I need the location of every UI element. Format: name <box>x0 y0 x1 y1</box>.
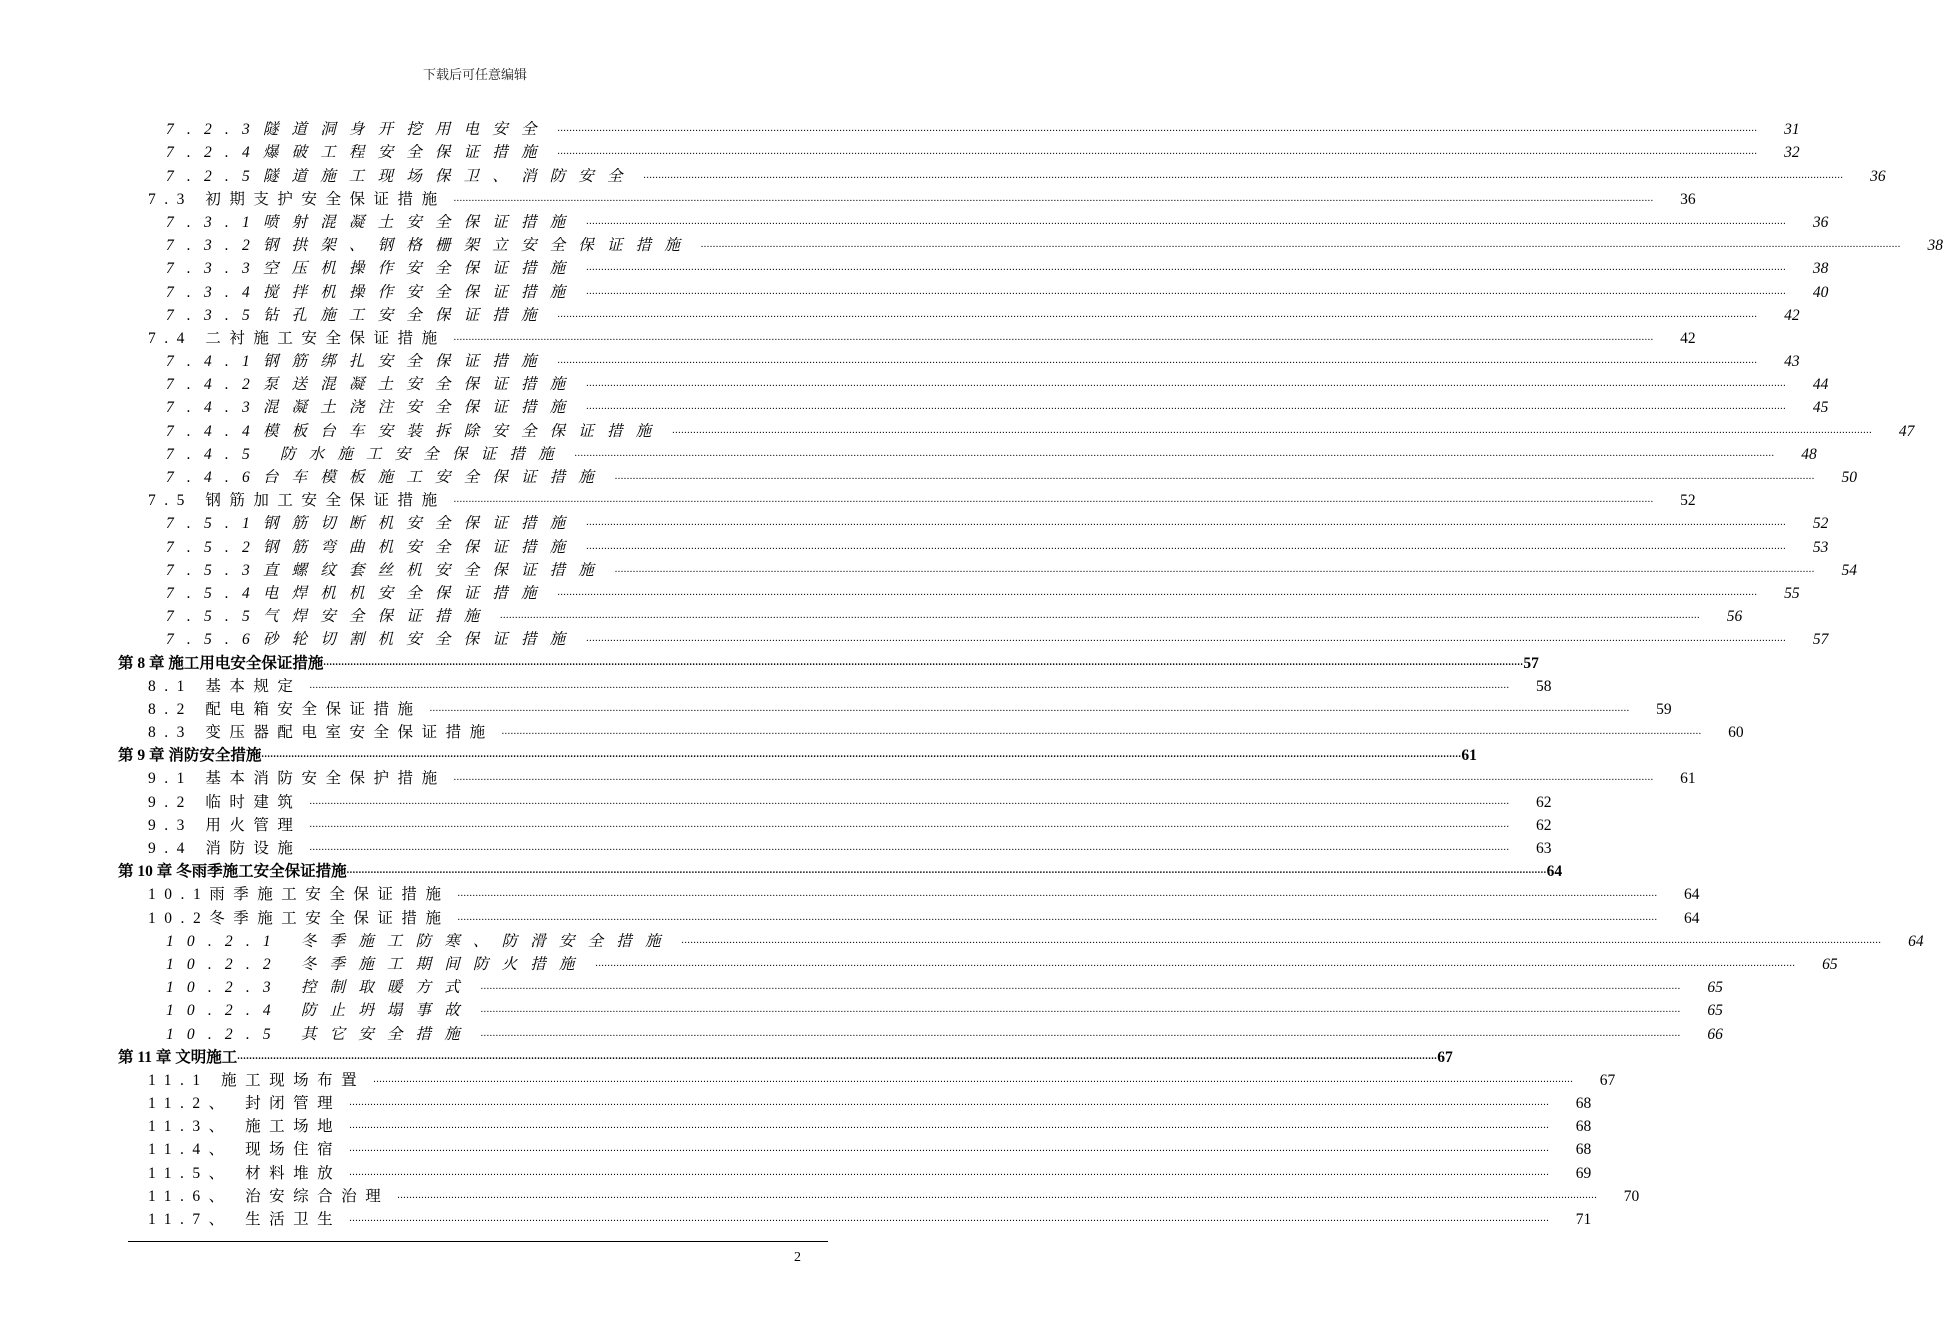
table-of-contents <box>118 116 1943 1229</box>
toc-entry[interactable] <box>118 464 1857 487</box>
toc-leader-dots: ................................................................................................................................................................................................................................................................................................................................................................................................................ <box>453 192 1654 204</box>
toc-entry-page: 65 <box>1707 979 1723 997</box>
toc-entry-page: 52 <box>1812 515 1829 533</box>
toc-entry-page: 71 <box>1575 1211 1592 1228</box>
toc-entry-title: 7.3.4搅拌机操作安全保证措施 <box>166 283 579 301</box>
toc-entry-page: 31 <box>1784 121 1800 139</box>
toc-entry-page: 57 <box>1812 631 1829 649</box>
toc-entry[interactable] <box>118 673 1552 696</box>
toc-chapter-entry[interactable] <box>118 858 1563 881</box>
toc-leader-dots: ................................................................................................................................................................................................................................................................................................................................................................................................................ <box>574 447 1775 459</box>
toc-entry[interactable] <box>118 209 1829 232</box>
toc-entry[interactable] <box>118 1020 1723 1043</box>
toc-entry-page: 61 <box>1461 747 1477 765</box>
toc-entry-title: 7.5.5气焊安全保证措施 <box>166 608 493 626</box>
toc-entry[interactable] <box>118 765 1696 788</box>
toc-entry[interactable] <box>118 835 1552 858</box>
toc-leader-dots: ................................................................................................................................................................................................................................................................................................................................................................................................................ <box>557 355 1758 367</box>
toc-entry-page: 69 <box>1575 1164 1592 1182</box>
toc-entry[interactable] <box>118 928 1924 951</box>
toc-entry-title: 10.1雨季施工安全保证措施 <box>148 886 450 904</box>
toc-entry-title: 第 8 章 施工用电安全保证措施 <box>118 654 324 672</box>
toc-entry[interactable] <box>118 1183 1640 1206</box>
toc-leader-dots: ................................................................................................................................................................................................................................................................................................................................................................................................................ <box>480 1004 1681 1016</box>
toc-leader-dots: ................................................................................................................................................................................................................................................................................................................................................................................................................ <box>323 656 1524 668</box>
toc-entry-page: 55 <box>1784 584 1800 602</box>
toc-leader-dots: ................................................................................................................................................................................................................................................................................................................................................................................................................ <box>681 934 1882 946</box>
toc-entry-title: 7.4.6台车模板施工安全保证措施 <box>166 469 607 486</box>
toc-entry-page: 62 <box>1535 793 1552 811</box>
toc-leader-dots: ................................................................................................................................................................................................................................................................................................................................................................................................................ <box>453 494 1654 506</box>
toc-leader-dots: ................................................................................................................................................................................................................................................................................................................................................................................................................ <box>672 424 1873 436</box>
toc-entry-title: 7.3 初期支护安全保证措施 <box>148 190 446 208</box>
toc-leader-dots: ................................................................................................................................................................................................................................................................................................................................................................................................................ <box>557 146 1758 158</box>
toc-entry-title: 10.2.2 冬季施工期间防火措施 <box>166 955 588 973</box>
toc-leader-dots: ................................................................................................................................................................................................................................................................................................................................................................................................................ <box>349 1166 1550 1178</box>
toc-entry-title: 8.1 基本规定 <box>148 677 302 695</box>
toc-entry[interactable] <box>118 557 1857 580</box>
toc-entry-page: 48 <box>1801 445 1817 463</box>
toc-entry[interactable] <box>118 394 1829 417</box>
toc-entry-title: 7.4.4模板台车安装拆除安全保证措施 <box>166 422 665 440</box>
toc-leader-dots: ................................................................................................................................................................................................................................................................................................................................................................................................................ <box>500 610 1701 622</box>
toc-entry-title: 7.5.3直螺纹套丝机安全保证措施 <box>166 561 607 579</box>
toc-leader-dots: ................................................................................................................................................................................................................................................................................................................................................................................................................ <box>586 633 1787 645</box>
toc-entry[interactable] <box>118 1136 1592 1159</box>
toc-entry[interactable] <box>118 1090 1592 1113</box>
toc-entry-page: 45 <box>1812 399 1829 417</box>
toc-entry-title: 7.3.1喷射混凝土安全保证措施 <box>166 213 579 231</box>
toc-entry[interactable] <box>118 510 1829 533</box>
toc-entry[interactable] <box>118 139 1800 162</box>
toc-entry-title: 8.2 配电箱安全保证措施 <box>148 700 422 718</box>
toc-chapter-entry[interactable] <box>118 742 1477 765</box>
toc-chapter-entry[interactable] <box>118 649 1539 672</box>
toc-entry[interactable] <box>118 719 1744 742</box>
toc-leader-dots: ................................................................................................................................................................................................................................................................................................................................................................................................................ <box>614 563 1815 575</box>
toc-leader-dots: ................................................................................................................................................................................................................................................................................................................................................................................................................ <box>237 1050 1438 1062</box>
toc-entry[interactable] <box>118 904 1700 927</box>
toc-entry-page: 68 <box>1575 1095 1592 1113</box>
toc-leader-dots: ................................................................................................................................................................................................................................................................................................................................................................................................................ <box>701 239 1902 251</box>
toc-entry-title: 第 9 章 消防安全措施 <box>118 747 262 765</box>
toc-entry-title: 11.4、 现场住宿 <box>148 1141 342 1159</box>
toc-entry-page: 64 <box>1683 886 1700 904</box>
toc-entry[interactable] <box>118 696 1672 719</box>
toc-entry-title: 9.2 临时建筑 <box>148 793 302 811</box>
toc-entry-title: 7.4.3混凝土浇注安全保证措施 <box>166 399 579 417</box>
toc-leader-dots: ................................................................................................................................................................................................................................................................................................................................................................................................................ <box>586 285 1787 297</box>
toc-entry[interactable] <box>118 1159 1592 1182</box>
toc-entry-title: 第 11 章 文明施工 <box>118 1048 238 1066</box>
toc-entry[interactable] <box>118 255 1829 278</box>
toc-entry[interactable] <box>118 441 1817 464</box>
toc-entry[interactable] <box>118 997 1723 1020</box>
toc-entry[interactable] <box>118 371 1829 394</box>
toc-leader-dots: ................................................................................................................................................................................................................................................................................................................................................................................................................ <box>453 772 1654 784</box>
toc-leader-dots: ................................................................................................................................................................................................................................................................................................................................................................................................................ <box>373 1073 1574 1085</box>
toc-entry-title: 7.5.2钢筋弯曲机安全保证措施 <box>166 538 579 556</box>
toc-entry-title: 10.2.5 其它安全措施 <box>166 1025 473 1043</box>
toc-entry[interactable] <box>118 116 1800 139</box>
toc-entry-page: 38 <box>1812 260 1829 278</box>
toc-leader-dots: ................................................................................................................................................................................................................................................................................................................................................................................................................ <box>643 169 1844 181</box>
toc-entry-title: 7.4.2泵送混凝土安全保证措施 <box>166 376 579 394</box>
toc-entry-title: 9.3 用火管理 <box>148 816 302 834</box>
toc-entry-page: 57 <box>1523 654 1539 672</box>
toc-leader-dots: ................................................................................................................................................................................................................................................................................................................................................................................................................ <box>309 679 1510 691</box>
toc-entry-title: 7.5.6砂轮切割机安全保证措施 <box>166 631 579 649</box>
toc-entry-title: 7.3.2钢拱架、钢格栅架立安全保证措施 <box>166 237 694 255</box>
toc-entry-page: 64 <box>1546 863 1563 881</box>
toc-entry[interactable] <box>118 881 1700 904</box>
toc-entry-page: 66 <box>1707 1025 1723 1043</box>
toc-leader-dots: ................................................................................................................................................................................................................................................................................................................................................................................................................ <box>349 1213 1550 1224</box>
toc-leader-dots: ................................................................................................................................................................................................................................................................................................................................................................................................................ <box>457 888 1658 900</box>
toc-entry[interactable] <box>118 974 1723 997</box>
toc-entry-title: 11.6、 治安综合治理 <box>148 1187 390 1205</box>
toc-entry-page: 65 <box>1707 1002 1723 1020</box>
toc-leader-dots: ................................................................................................................................................................................................................................................................................................................................................................................................................ <box>586 262 1787 274</box>
toc-leader-dots: ................................................................................................................................................................................................................................................................................................................................................................................................................ <box>586 401 1787 413</box>
toc-entry[interactable] <box>118 162 1886 185</box>
toc-entry-page: 67 <box>1437 1048 1453 1066</box>
toc-entry-title: 11.5、 材料堆放 <box>148 1164 342 1182</box>
toc-entry-title: 7.2.3隧道洞身开挖用电安全 <box>166 121 550 139</box>
toc-entry[interactable] <box>118 1067 1616 1090</box>
toc-leader-dots: ................................................................................................................................................................................................................................................................................................................................................................................................................ <box>501 726 1702 738</box>
toc-entry-title: 10.2冬季施工安全保证措施 <box>148 909 450 927</box>
toc-entry-page: 65 <box>1822 955 1838 973</box>
toc-entry-title: 7.2.4爆破工程安全保证措施 <box>166 144 550 162</box>
toc-entry-title: 8.3 变压器配电室安全保证措施 <box>148 724 494 742</box>
toc-entry-title: 7.4.1钢筋绑扎安全保证措施 <box>166 353 550 371</box>
toc-entry[interactable] <box>118 812 1552 835</box>
toc-entry-title: 7.2.5隧道施工现场保卫、消防安全 <box>166 167 636 185</box>
toc-entry-page: 70 <box>1623 1187 1640 1205</box>
toc-leader-dots: ................................................................................................................................................................................................................................................................................................................................................................................................................ <box>261 749 1462 761</box>
toc-leader-dots: ................................................................................................................................................................................................................................................................................................................................................................................................................ <box>586 517 1787 529</box>
toc-entry[interactable] <box>118 580 1800 603</box>
toc-entry-page: 50 <box>1841 469 1857 486</box>
toc-entry-page: 58 <box>1535 677 1552 695</box>
toc-entry-title: 11.2、 封闭管理 <box>148 1095 342 1113</box>
toc-entry-title: 7.4.5 防水施工安全保证措施 <box>166 445 567 463</box>
toc-entry-page: 40 <box>1812 283 1829 301</box>
toc-entry-title: 11.3、 施工场地 <box>148 1118 342 1136</box>
toc-entry[interactable] <box>118 487 1696 510</box>
toc-leader-dots: ................................................................................................................................................................................................................................................................................................................................................................................................................ <box>349 1120 1550 1132</box>
toc-entry-page: 63 <box>1535 840 1552 857</box>
toc-entry-page: 38 <box>1927 237 1943 255</box>
toc-leader-dots: ................................................................................................................................................................................................................................................................................................................................................................................................................ <box>614 471 1815 482</box>
toc-entry[interactable] <box>118 1206 1592 1229</box>
toc-entry-page: 54 <box>1841 561 1857 579</box>
toc-entry-page: 36 <box>1870 167 1886 185</box>
toc-entry[interactable] <box>118 186 1696 209</box>
toc-entry[interactable] <box>118 533 1829 556</box>
toc-entry-page: 36 <box>1680 190 1696 208</box>
toc-entry-title: 7.4 二衬施工安全保证措施 <box>148 329 446 347</box>
toc-entry-title: 9.4 消防设施 <box>148 840 302 857</box>
toc-entry[interactable] <box>118 603 1743 626</box>
toc-leader-dots: ................................................................................................................................................................................................................................................................................................................................................................................................................ <box>457 911 1658 923</box>
toc-entry-title: 10.2.4 防止坍塌事故 <box>166 1002 473 1020</box>
toc-entry-title: 7.3.3空压机操作安全保证措施 <box>166 260 579 278</box>
toc-leader-dots: ................................................................................................................................................................................................................................................................................................................................................................................................................ <box>346 865 1547 877</box>
toc-entry-page: 43 <box>1784 353 1800 371</box>
toc-entry[interactable] <box>118 626 1829 649</box>
toc-entry-page: 53 <box>1812 538 1829 556</box>
toc-leader-dots: ................................................................................................................................................................................................................................................................................................................................................................................................................ <box>309 795 1510 807</box>
toc-leader-dots: ................................................................................................................................................................................................................................................................................................................................................................................................................ <box>309 842 1510 853</box>
toc-entry[interactable] <box>118 348 1800 371</box>
toc-entry[interactable] <box>118 788 1552 811</box>
toc-entry-title: 7.5.1钢筋切断机安全保证措施 <box>166 515 579 533</box>
toc-entry-title: 11.1 施工现场布置 <box>148 1071 366 1089</box>
toc-entry-page: 44 <box>1812 376 1829 394</box>
toc-entry-title: 7.5 钢筋加工安全保证措施 <box>148 492 446 510</box>
toc-entry-title: 9.1 基本消防安全保护措施 <box>148 770 446 788</box>
toc-leader-dots: ................................................................................................................................................................................................................................................................................................................................................................................................................ <box>453 331 1654 343</box>
toc-leader-dots: ................................................................................................................................................................................................................................................................................................................................................................................................................ <box>480 1027 1681 1039</box>
toc-entry[interactable] <box>118 1113 1592 1136</box>
footer-divider <box>128 1241 828 1242</box>
toc-leader-dots: ................................................................................................................................................................................................................................................................................................................................................................................................................ <box>349 1143 1550 1155</box>
toc-chapter-entry[interactable] <box>118 1044 1453 1067</box>
page-number: 2 <box>794 1250 801 1265</box>
toc-entry[interactable] <box>118 302 1800 325</box>
page-header: 下载后可任意编辑 <box>422 67 527 82</box>
toc-entry[interactable] <box>118 951 1838 974</box>
toc-entry[interactable] <box>118 325 1696 348</box>
toc-leader-dots: ................................................................................................................................................................................................................................................................................................................................................................................................................ <box>349 1097 1550 1109</box>
toc-entry-page: 36 <box>1812 213 1829 231</box>
toc-entry-page: 68 <box>1575 1141 1592 1159</box>
toc-leader-dots: ................................................................................................................................................................................................................................................................................................................................................................................................................ <box>480 981 1681 993</box>
toc-leader-dots: ................................................................................................................................................................................................................................................................................................................................................................................................................ <box>557 586 1758 598</box>
toc-entry-page: 42 <box>1784 306 1800 324</box>
toc-leader-dots: ................................................................................................................................................................................................................................................................................................................................................................................................................ <box>595 957 1796 969</box>
toc-leader-dots: ................................................................................................................................................................................................................................................................................................................................................................................................................ <box>397 1189 1598 1201</box>
toc-entry-page: 61 <box>1680 770 1696 788</box>
toc-entry-page: 60 <box>1728 724 1744 742</box>
toc-entry-page: 56 <box>1726 608 1743 626</box>
toc-entry-title: 第 10 章 冬雨季施工安全保证措施 <box>118 863 347 881</box>
toc-entry-title: 7.3.5钻孔施工安全保证措施 <box>166 306 550 324</box>
toc-entry-title: 11.7、 生活卫生 <box>148 1211 342 1228</box>
toc-entry-title: 10.2.3 控制取暖方式 <box>166 979 473 997</box>
toc-leader-dots: ................................................................................................................................................................................................................................................................................................................................................................................................................ <box>586 378 1787 390</box>
toc-entry-page: 68 <box>1575 1118 1592 1136</box>
toc-entry-page: 64 <box>1908 932 1924 950</box>
toc-entry-title: 10.2.1 冬季施工防寒、防滑安全措施 <box>166 932 674 950</box>
toc-leader-dots: ................................................................................................................................................................................................................................................................................................................................................................................................................ <box>586 540 1787 552</box>
toc-entry-page: 64 <box>1683 909 1700 927</box>
toc-entry-page: 62 <box>1535 816 1552 834</box>
toc-leader-dots: ................................................................................................................................................................................................................................................................................................................................................................................................................ <box>309 818 1510 830</box>
toc-leader-dots: ................................................................................................................................................................................................................................................................................................................................................................................................................ <box>557 308 1758 320</box>
toc-entry-page: 32 <box>1784 144 1800 162</box>
toc-entry-page: 52 <box>1680 492 1696 510</box>
toc-leader-dots: ................................................................................................................................................................................................................................................................................................................................................................................................................ <box>557 123 1758 135</box>
toc-entry-title: 7.5.4电焊机机安全保证措施 <box>166 584 550 602</box>
toc-entry-page: 42 <box>1680 329 1696 347</box>
toc-entry-page: 47 <box>1898 422 1915 440</box>
toc-entry-page: 59 <box>1656 700 1672 718</box>
toc-leader-dots: ................................................................................................................................................................................................................................................................................................................................................................................................................ <box>586 215 1787 227</box>
toc-entry[interactable] <box>118 417 1915 440</box>
toc-leader-dots: ................................................................................................................................................................................................................................................................................................................................................................................................................ <box>429 702 1630 714</box>
toc-entry-page: 67 <box>1599 1071 1616 1089</box>
toc-entry[interactable] <box>118 278 1829 301</box>
toc-entry[interactable] <box>118 232 1943 255</box>
